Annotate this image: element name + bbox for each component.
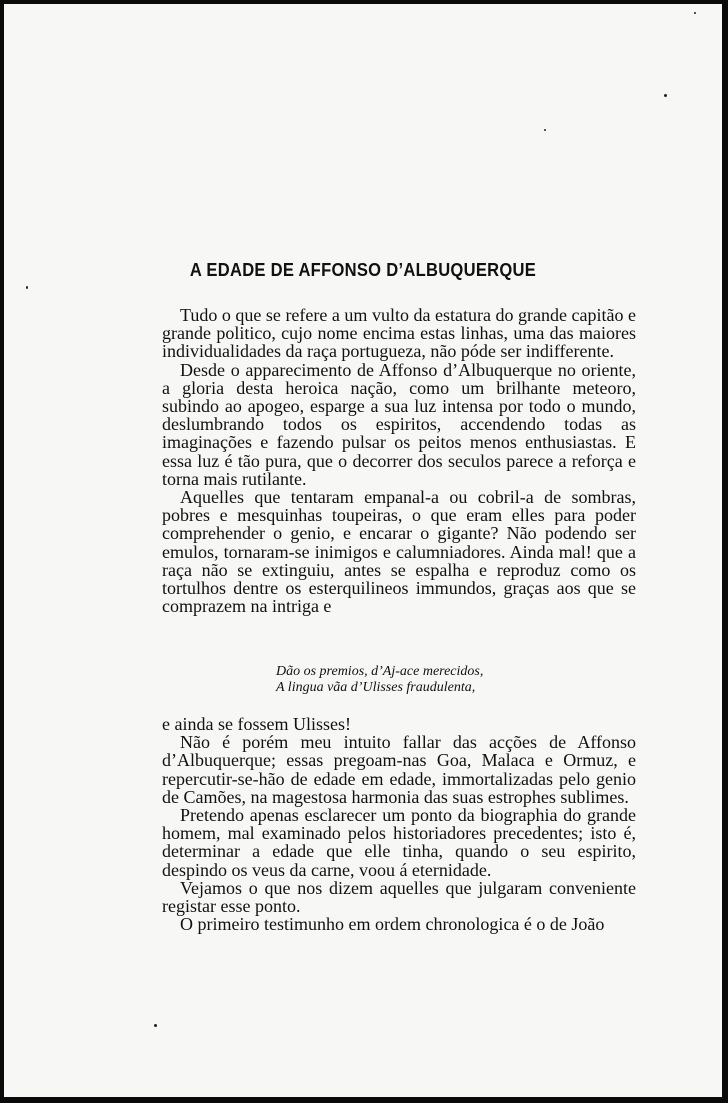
verse-quotation <box>276 664 596 696</box>
scan-speck <box>26 286 28 289</box>
scan-speck <box>154 1024 157 1027</box>
paragraph-continuation: e ainda se fossem Ulisses! <box>162 714 351 734</box>
paragraph: Desde o apparecimento de Affonso d’Albuquerque no oriente, a gloria desta heroica nação, como um brilhante meteoro, subindo ao apogeo, esparge a sua luz intensa por todo o mundo, deslumbrando todos os espiritos, accendendo todas as imaginações e fazendo pulsar os peitos menos enthusiastas. E essa luz é tão pura, que o decorrer dos seculos parece a reforça e torna mais rutilante. <box>162 359 636 489</box>
paragraph: Aquelles que tentaram empanal-a ou cobril-a de sombras, pobres e mesquinhas toupeiras, o que eram elles para poder comprehender o genio, e encarar o gigante? Não podendo ser emulos, tornaram-se inimigos e calumniadores. Ainda mal! que a raça não se extinguiu, antes se espalha e reproduz como os tortulhos dentre os esterquilineos immundos, graças aos que se comprazem na intriga e <box>162 487 636 617</box>
paragraph: Vejamos o que nos dizem aquelles que julgaram conveniente registar esse ponto. <box>162 877 636 917</box>
scan-speck <box>664 94 667 97</box>
body-text-upper <box>162 306 636 615</box>
paragraph: Tudo o que se refere a um vulto da estatura do grande capitão e grande politico, cujo nome encima estas linhas, uma das maiores individualidades da raça portugueza, não póde ser indifferente. <box>162 305 636 362</box>
paragraph: Não é porém meu intuito fallar das acções de Affonso d’Albuquerque; essas pregoam-nas Goa, Malaca e Ormuz, e repercutir-se-hão de edade em edade, immortalizadas pelo genio de Camões, na magestosa harmonia das suas estrophes sublimes. <box>162 732 636 807</box>
body-text-lower <box>162 715 636 933</box>
quote-line: Dão os premios, d’Aj-ace merecidos, <box>276 664 484 679</box>
quote-line: A lingua vãa d’Ulisses fraudulenta, <box>276 680 476 695</box>
scan-speck <box>694 12 696 14</box>
scan-speck <box>544 129 546 131</box>
paragraph: O primeiro testimunho em ordem chronologica é o de João <box>180 914 605 935</box>
page-title: A EDADE DE AFFONSO D’ALBUQUERQUE <box>189 260 537 280</box>
paragraph: Pretendo apenas esclarecer um ponto da biographia do grande homem, mal examinado pelos historiadores precedentes; isto é, determinar a edade que elle tinha, quando o seu espirito, despindo os veus da carne, voou á eternidade. <box>162 805 636 880</box>
document-page <box>4 4 722 1097</box>
